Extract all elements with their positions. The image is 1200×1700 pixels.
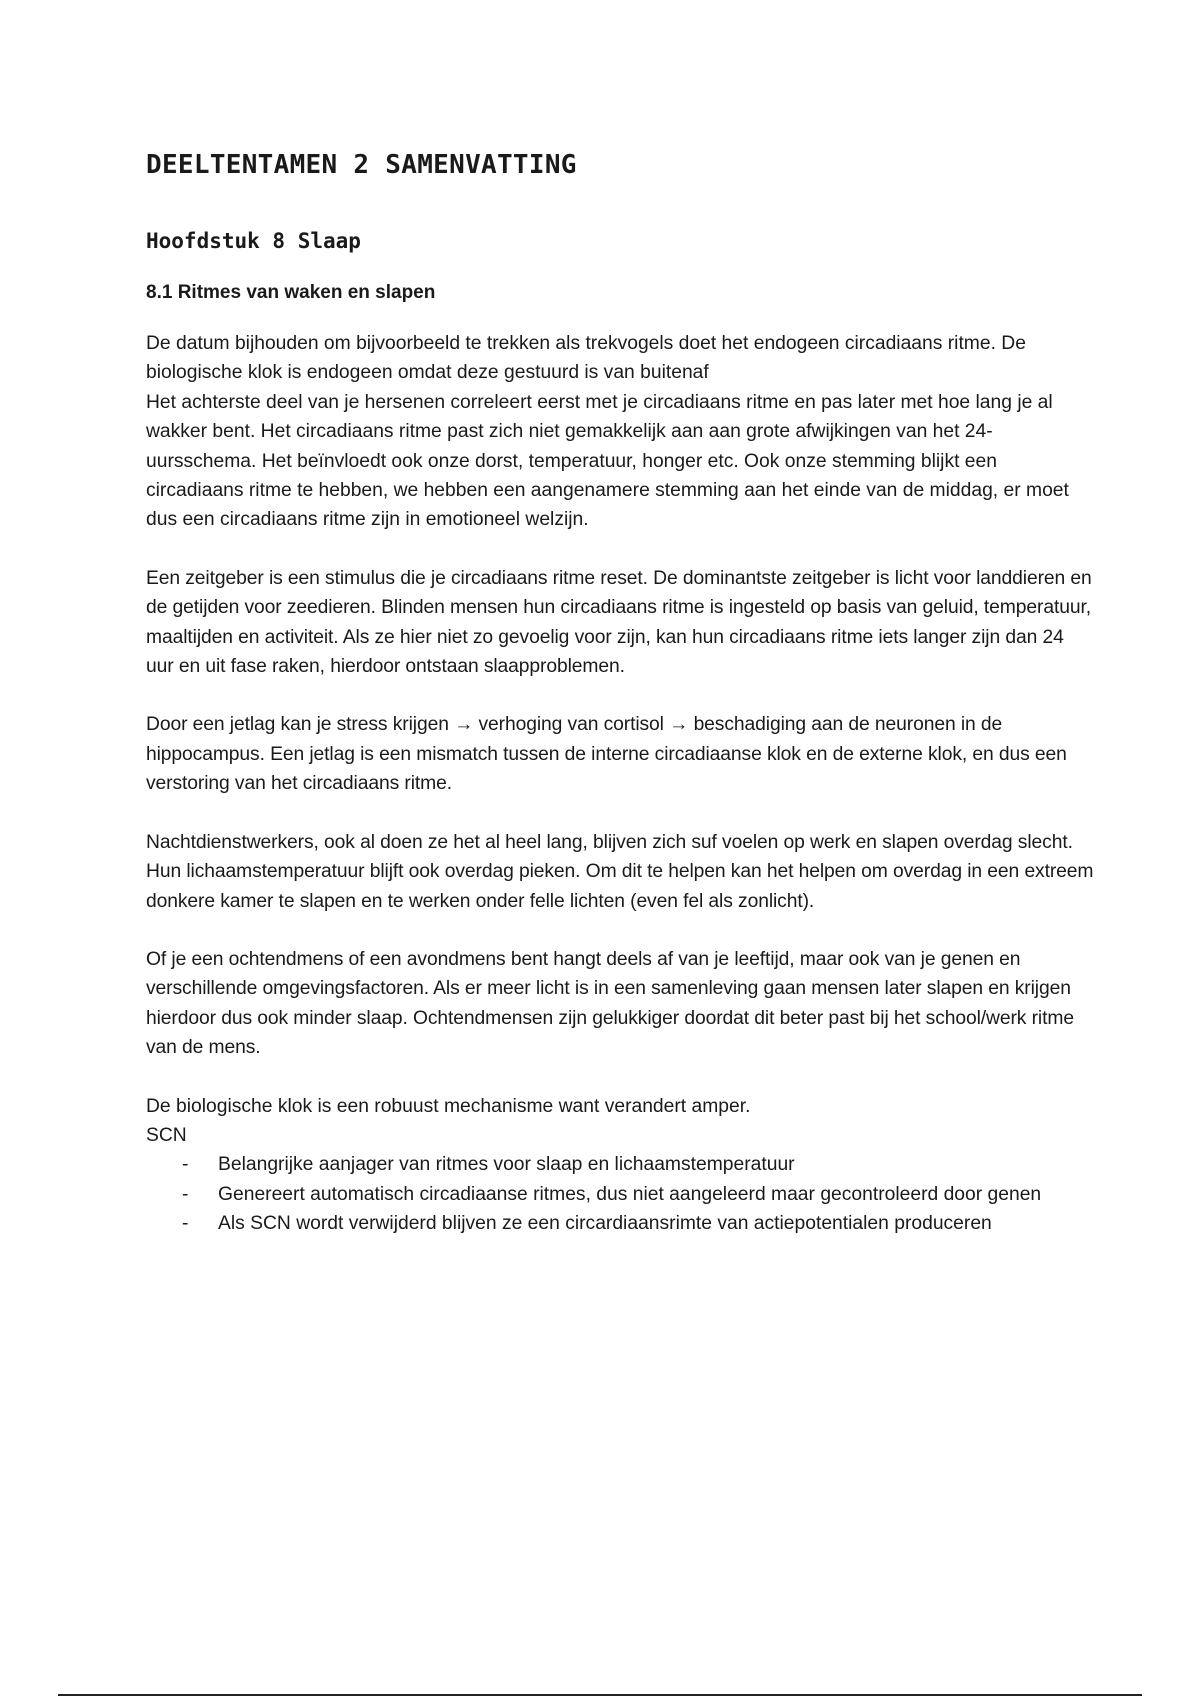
- chapter-title: Hoofdstuk 8 Slaap: [146, 229, 361, 253]
- document-title: DEELTENTAMEN 2 SAMENVATTING: [146, 150, 577, 180]
- paragraph-1: De datum bijhouden om bijvoorbeeld te trekken als trekvogels doet het endogeen circadiaans ritme. De biologische klok is endogeen omdat deze gestuurd is van buitenaf: [146, 333, 1026, 384]
- list-item: [146, 1150, 1096, 1179]
- list-item-text: Belangrijke aanjager van ritmes voor slaap en lichaamstemperatuur: [218, 1154, 795, 1176]
- section-title: 8.1 Ritmes van waken en slapen: [146, 282, 436, 303]
- paragraph-1-block: [146, 329, 1096, 535]
- page-bottom-divider: [58, 1694, 1142, 1696]
- bullet-dash: -: [182, 1213, 189, 1235]
- bullet-dash: -: [182, 1183, 189, 1205]
- paragraph-2: Een zeitgeber is een stimulus die je circadiaans ritme reset. De dominantste zeitgeber is licht voor landdieren en de getijden voor zeedieren. Blinden mensen hun circadiaans ritme is ingesteld op basis van geluid, temperatuur, maaltijden en activiteit. Als ze hier niet zo gevoelig voor zijn, kan hun circadiaans ritme iets langer zijn dan 24 uur en uit fase raken, hierdoor ontstaan slaapproblemen.: [146, 567, 1092, 678]
- list-item: [146, 1180, 1096, 1209]
- paragraph-5: Of je een ochtendmens of een avondmens bent hangt deels af van je leeftijd, maar ook van je genen en verschillende omgevingsfactoren. Als er meer licht is in een samenleving gaan mensen later slapen en krijgen hierdoor dus ook minder slaap. Ochtendmensen zijn gelukkiger doordat dit beter past bij het school/werk ritme van de mens.: [146, 948, 1074, 1059]
- document-page: [146, 142, 1096, 1239]
- paragraph-6: De biologische klok is een robuust mechanisme want verandert amper.: [146, 1095, 751, 1117]
- list-item-text: Als SCN wordt verwijderd blijven ze een circardiaansrimte van actiepotentialen produceren: [218, 1213, 992, 1235]
- paragraph-3: Door een jetlag kan je stress krijgen → verhoging van cortisol → beschadiging aan de neuronen in de hippocampus. Een jetlag is een mismatch tussen de interne circadiaanse klok en de externe klok, en dus een verstoring van het circadiaans ritme.: [146, 714, 1067, 795]
- bullet-dash: -: [182, 1154, 189, 1176]
- list-item-text: Genereert automatisch circadiaanse ritmes, dus niet aangeleerd maar gecontroleerd door genen: [218, 1183, 1042, 1205]
- scn-label: SCN: [146, 1124, 187, 1146]
- paragraph-1b: Het achterste deel van je hersenen correleert eerst met je circadiaans ritme en pas later met hoe lang je al wakker bent. Het circadiaans ritme past zich niet gemakkelijk aan aan grote afwijkingen van het 24-uursschema. Het beïnvloedt ook onze dorst, temperatuur, honger etc. Ook onze stemming blijkt een circadiaans ritme te hebben, we hebben een aangenamere stemming aan het einde van de middag, er moet dus een circadiaans ritme zijn in emotioneel welzijn.: [146, 391, 1069, 531]
- list-item: [146, 1209, 1096, 1238]
- scn-bullet-list: [146, 1150, 1096, 1238]
- paragraph-4: Nachtdienstwerkers, ook al doen ze het al heel lang, blijven zich suf voelen op werk en slapen overdag slecht. Hun lichaamstemperatuur blijft ook overdag pieken. Om dit te helpen kan het helpen om overdag in een extreem donkere kamer te slapen en te werken onder felle lichten (even fel als zonlicht).: [146, 831, 1094, 912]
